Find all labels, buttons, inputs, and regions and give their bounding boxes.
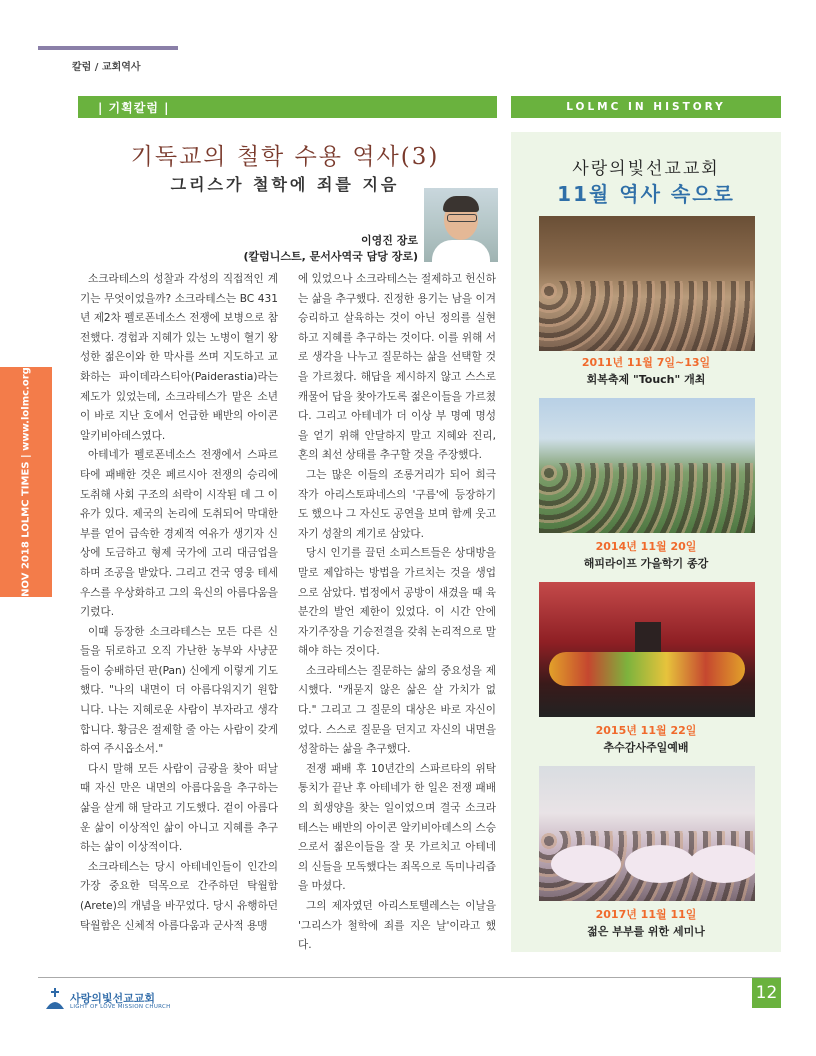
history-photo-2017 (539, 766, 755, 901)
paragraph: 그는 많은 이들의 조롱거리가 되어 희극작가 아리스토파네스의 '구름'에 등장하기도 했으나 그 자신도 공연을 보며 함께 웃고 자기 성찰의 계기로 삼았다. (298, 468, 496, 540)
issue-side-tab (0, 367, 52, 597)
history-label: LOLMC IN HISTORY (566, 101, 726, 113)
paragraph: 이때 등장한 소크라테스는 모든 다른 신들을 뒤로하고 오직 가난한 농부와 사냥꾼들이 숭배하던 판(Pan) 신에게 이렇게 기도했다. "나의 내면이 더 아름다워지기 원합니다. 나는 지혜로운 사람이 부자라고 생각합니다. 황금은 절제할 줄 아는 사람이 갖게 하여 주시옵소서." (80, 625, 278, 756)
history-section-header (511, 96, 781, 118)
paragraph: 전쟁 패배 후 10년간의 스파르타의 위탁 통치가 끝난 후 아테네가 한 일은 전쟁 패배의 희생양을 찾는 일이었으며 결국 소크라테스는 배반의 아이콘 알키비아데스의 스승으로서 젊은이들을 잘 못 가르치고 아테네의 신들을 모독했다는 죄목으로 독미나리즙을 마셨다. (298, 762, 496, 893)
history-date: 2011년 11월 7일~13일 (581, 356, 711, 369)
church-logo-icon (44, 987, 66, 1011)
history-title-line1: 사랑의빛선교교회 (572, 159, 720, 179)
author-name: 이영진 장로 (361, 234, 418, 247)
history-event: 추수감사주일예배 (603, 741, 689, 754)
church-name-en: LIGHT OF LOVE MISSION CHURCH (70, 1004, 171, 1010)
paragraph: 소크라테스는 당시 아테네인들이 인간의 가장 중요한 덕목으로 간주하던 탁월함(Arete)의 개념을 바꾸었다. 당시 유행하던 탁월함은 신체적 아름다움과 군사적 용맹 (80, 860, 278, 932)
section-label: | 기획칼럼 | (98, 101, 170, 115)
paragraph: 당시 인기를 끌던 소피스트들은 상대방을 말로 제압하는 방법을 가르치는 것을 생업으로 삼았다. 법정에서 공방이 새겼을 때 육분간의 발언 제한이 있었다. 이 시간 안에 자기주장을 기승전결을 갖춰 논리적으로 말해야 하는 것이다. (298, 547, 496, 658)
paragraph: 소크라테스의 성찰과 각성의 직접적인 계기는 무엇이었을까? 소크라테스는 BC 431년 제2차 펠로폰네소스 전쟁에 보병으로 참전했다. 경험과 지혜가 있는 노병이 혈기 왕성한 젊은이와 한 막사를 쓰며 지도하고 교화하는 파이데라스티아(Paiderastia)라는 제도가 있었는데, 소크라테스가 맡은 소년이 바로 지난 호에서 언급한 배반의 아이콘 알키비아데스였다. (80, 273, 278, 442)
history-photo-2011 (539, 216, 755, 351)
column-section-header (78, 96, 497, 118)
breadcrumb: 칼럼 / 교회역사 (72, 62, 141, 73)
history-event: 해피라이프 가을학기 종강 (583, 557, 709, 570)
author-photo (424, 188, 498, 262)
footer-rule (38, 977, 781, 978)
author-role: (칼럼니스트, 문서사역국 담당 장로) (243, 250, 418, 263)
article-title: 기독교의 철학 수용 역사(3) (130, 144, 440, 170)
article-subtitle: 그리스가 철학에 죄를 지음 (170, 175, 400, 194)
church-name: 사랑의빛선교교회 (70, 992, 156, 1005)
history-date: 2017년 11월 11일 (595, 908, 697, 921)
paragraph: 에 있었으나 소크라테스는 절제하고 헌신하는 삶을 추구했다. 진정한 용기는 남을 이겨 승리하고 살육하는 것이 아닌 정의를 실현하고 지혜를 추구하는 것이다. 이를 위해 서로 생각을 나누고 질문하는 삶을 선택할 것을 가르쳤다. 해답을 제시하지 않고 스스로 캐물어 답을 찾아가도록 젊은이들을 가르쳤다. 그리고 아테네가 더 이상 부 명예 명성을 얻기 위해 안달하지 말고 지혜와 진리, 혼의 최선 상태를 추구할 것을 주장했다. (298, 273, 496, 462)
paragraph: 그의 제자였던 아리스토텔레스는 이날을 '그리스가 철학에 죄를 지은 날'이라고 했다. (298, 900, 496, 952)
top-rule (38, 46, 178, 50)
paragraph: 다시 말해 모든 사람이 금광을 찾아 떠날 때 자신 만은 내면의 아름다움을 추구하는 삶을 살게 해 달라고 기도했다. 겉이 아름다운 삶이 이상적인 삶이 아니고 지혜를 추구하는 삶이 이상적이다. (80, 762, 278, 854)
history-date: 2014년 11월 20일 (595, 540, 697, 553)
history-event: 젊은 부부를 위한 세미나 (587, 925, 705, 938)
history-event: 회복축제 "Touch" 개최 (586, 373, 706, 386)
issue-label: NOV 2018 LOLMC TIMES | www.lolmc.org (20, 367, 32, 597)
history-title-line2: 11월 역사 속으로 (557, 182, 735, 206)
paragraph: 아테네가 펠로폰네소스 전쟁에서 스파르타에 패배한 것은 페르시아 전쟁의 승리에 도취해 사회 구조의 쇠락이 시작된 데 그 이유가 있다. 제국의 논리에 도취되어 막대한 부를 얻어 급속한 경제적 여유가 생기자 신상에 도금하고 형제 국가에 고리 대금업을 하며 조공을 받았다. 그리고 건국 영웅 테세우스를 우상화하고 그의 육신의 아름다움을 기렸다. (80, 449, 278, 619)
paragraph: 소크라테스는 질문하는 삶의 중요성을 제시했다. "캐묻지 않은 삶은 살 가치가 없다." 그리고 그 질문의 대상은 바로 자신이었다. 스스로 질문을 던지고 자신의 내면을 성찰하는 삶을 추구했다. (298, 664, 496, 756)
page-number: 12 (752, 978, 781, 1008)
history-date: 2015년 11월 22일 (595, 724, 697, 737)
history-photo-2015 (539, 582, 755, 717)
article-column-2 (298, 270, 496, 956)
church-logo (44, 987, 244, 1017)
history-photo-2014 (539, 398, 755, 533)
article-column-1 (80, 270, 278, 936)
history-panel (511, 132, 781, 952)
